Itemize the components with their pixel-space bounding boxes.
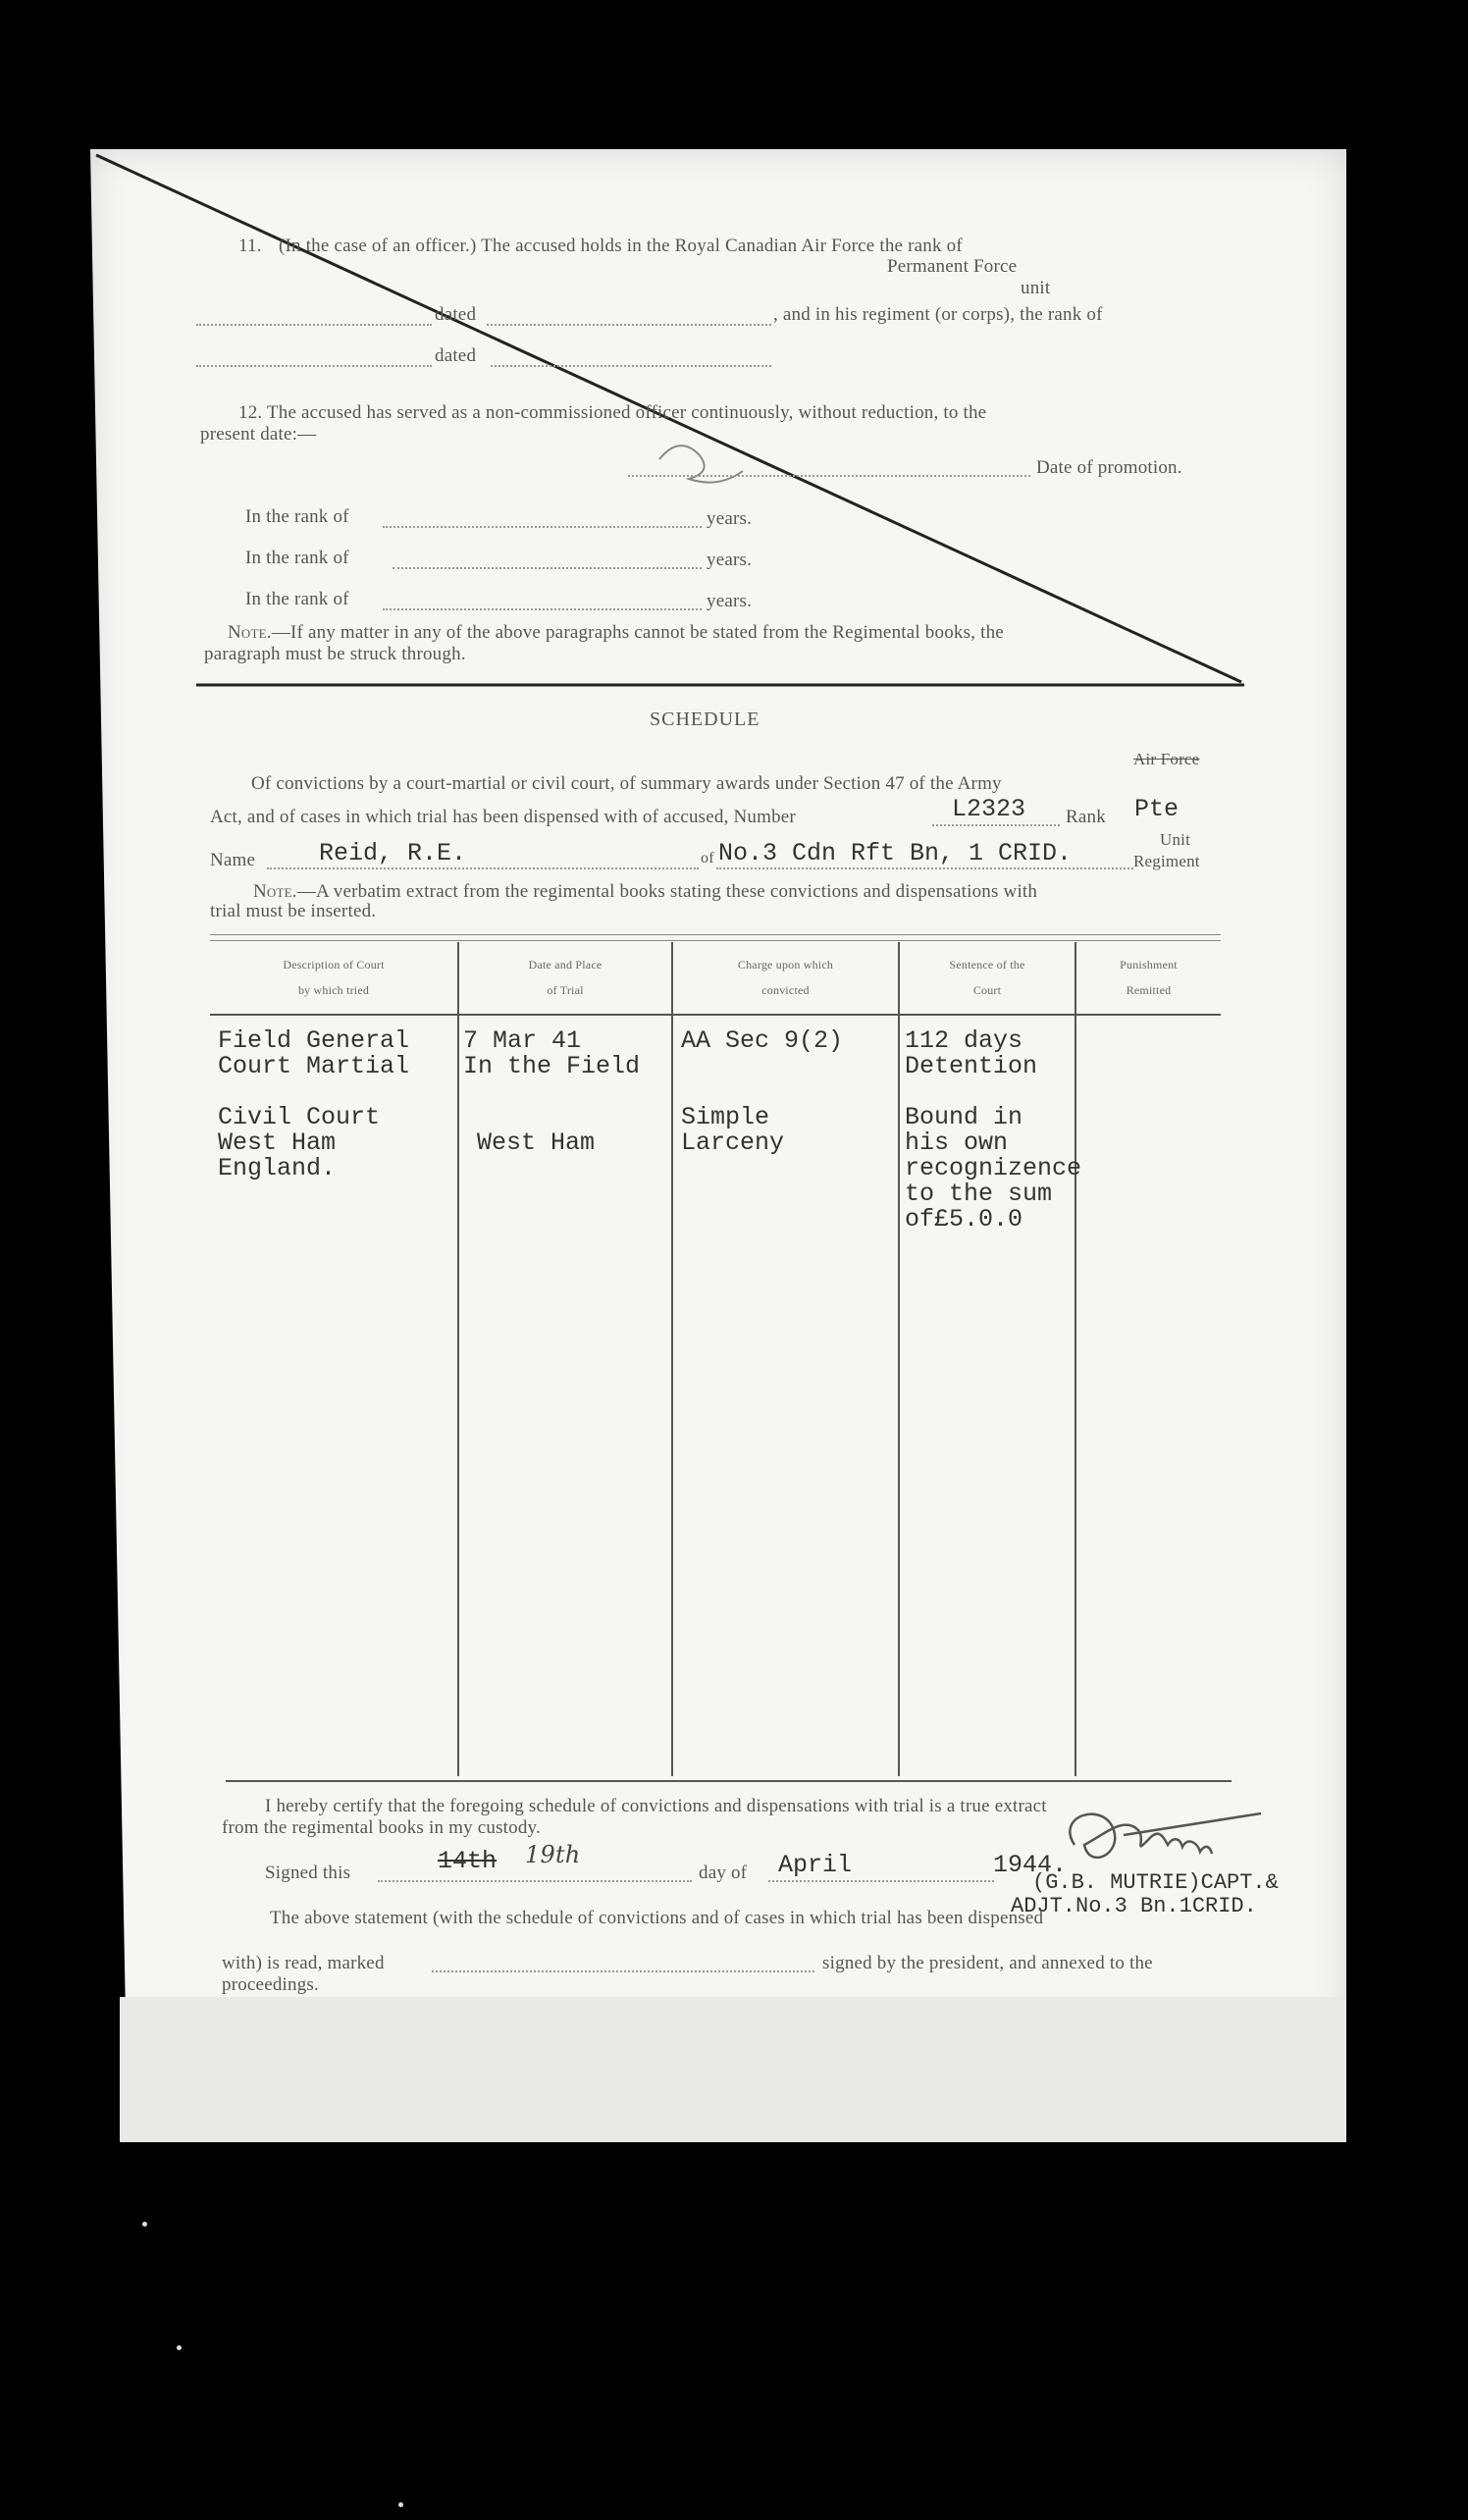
- row1-date-place: 7 Mar 41 In the Field: [463, 1026, 641, 1080]
- para12-note-line1: —If any matter in any of the above paragraphs cannot be stated from the Regimental books, the: [271, 622, 1004, 643]
- statement-line2b: signed by the president, and annexed to the: [822, 1953, 1153, 1973]
- row1-sentence: 112 days Detention: [905, 1026, 1038, 1080]
- header-sentence: Sentence of the Court: [949, 958, 1025, 997]
- certificate-line2: from the regimental books in my custody.: [222, 1817, 541, 1838]
- regiment-label: Regiment: [1133, 852, 1200, 870]
- para11-line1: (In the case of an officer.) The accused holds in the Royal Canadian Air Force the rank of: [279, 236, 963, 256]
- marked-field: [432, 1970, 814, 1972]
- unit-value: No.3 Cdn Rft Bn, 1 CRID.: [718, 839, 1073, 867]
- certificate-line1: I hereby certify that the foregoing schedule of convictions and dispensations with trial is a true extract: [265, 1796, 1047, 1816]
- rank-label: Rank: [1066, 807, 1106, 827]
- rank-row-3-years: years.: [707, 591, 753, 611]
- film-speck: [142, 2222, 147, 2227]
- film-speck: [398, 2502, 403, 2507]
- para12-line1: 12. The accused has served as a non-commissioned officer continuously, without reduction, to the: [238, 402, 987, 423]
- unit-label: Unit: [1160, 830, 1191, 849]
- rank-row-1-years: years.: [707, 508, 753, 529]
- statement-line1: The above statement (with the schedule of convictions and of cases in which trial has been dispensed: [270, 1908, 1044, 1928]
- rank-row-2-years: years.: [707, 550, 753, 570]
- schedule-title: SCHEDULE: [650, 709, 760, 730]
- header-charge: Charge upon which convicted: [737, 958, 834, 997]
- name-value: Reid, R.E.: [319, 839, 467, 867]
- row2-charge: Simple Larceny: [681, 1103, 785, 1157]
- of-label: of: [701, 850, 714, 866]
- schedule-note-line1: —A verbatim extract from the regimental books stating these convictions and dispensations with: [296, 881, 1038, 902]
- name-label: Name: [210, 850, 256, 870]
- day-of-label: day of: [699, 1863, 748, 1883]
- rank-value: Pte: [1134, 795, 1180, 823]
- para11-dated1: dated: [435, 304, 477, 325]
- para11-line2: , and in his regiment (or corps), the rank of: [773, 304, 1103, 325]
- signatory-title: ADJT.No.3 Bn.1CRID.: [1011, 1894, 1257, 1918]
- para12-date-of-promotion: Date of promotion.: [1036, 457, 1182, 478]
- para12-line2: present date:—: [200, 424, 317, 445]
- row2-court: Civil Court West Ham England.: [218, 1103, 381, 1182]
- schedule-line1: Of convictions by a court-martial or civil court, of summary awards under Section 47 of the Army: [251, 773, 1002, 794]
- month-value: April: [778, 1851, 853, 1879]
- film-speck: [177, 2345, 182, 2350]
- day-value: 19th: [525, 1841, 581, 1868]
- schedule-note-line2: trial must be inserted.: [210, 901, 377, 921]
- para11-number: 11.: [238, 236, 262, 256]
- statement-line2a: with) is read, marked: [222, 1953, 385, 1973]
- service-number-value: L2323: [952, 795, 1026, 823]
- statement-line3: proceedings.: [222, 1974, 319, 1995]
- rank-row-1-label: In the rank of: [245, 506, 349, 527]
- schedule-note-label: Note.: [253, 881, 297, 902]
- signatory-name: (G.B. MUTRIE)CAPT.&: [1032, 1870, 1279, 1895]
- para11-sub1: Permanent Force: [887, 256, 1018, 277]
- row2-sentence: Bound in his own recognizence to the sum of£5.0.0: [905, 1103, 1082, 1234]
- para11-sub2: unit: [1021, 278, 1051, 298]
- year-value: 1944.: [993, 1851, 1068, 1879]
- row1-charge: AA Sec 9(2): [681, 1026, 844, 1055]
- header-court: Description of Court by which tried: [283, 958, 385, 997]
- day-struck-value: 14th: [438, 1847, 498, 1875]
- header-punishment-remitted: Punishment Remitted: [1120, 958, 1178, 997]
- header-date-place: Date and Place of Trial: [528, 958, 603, 997]
- rank-row-2-label: In the rank of: [245, 548, 349, 568]
- row1-court: Field General Court Martial: [218, 1026, 410, 1080]
- rank-row-3-label: In the rank of: [245, 589, 349, 609]
- para12-note-label: Note.: [228, 622, 272, 643]
- row2-date-place: West Ham: [477, 1129, 596, 1157]
- para11-dated2: dated: [435, 345, 477, 366]
- para12-note-line2: paragraph must be struck through.: [204, 644, 466, 664]
- signed-this-label: Signed this: [265, 1863, 351, 1883]
- schedule-line2: Act, and of cases in which trial has been dispensed with of accused, Number: [210, 807, 796, 827]
- air-force-struck: Air Force: [1133, 750, 1200, 768]
